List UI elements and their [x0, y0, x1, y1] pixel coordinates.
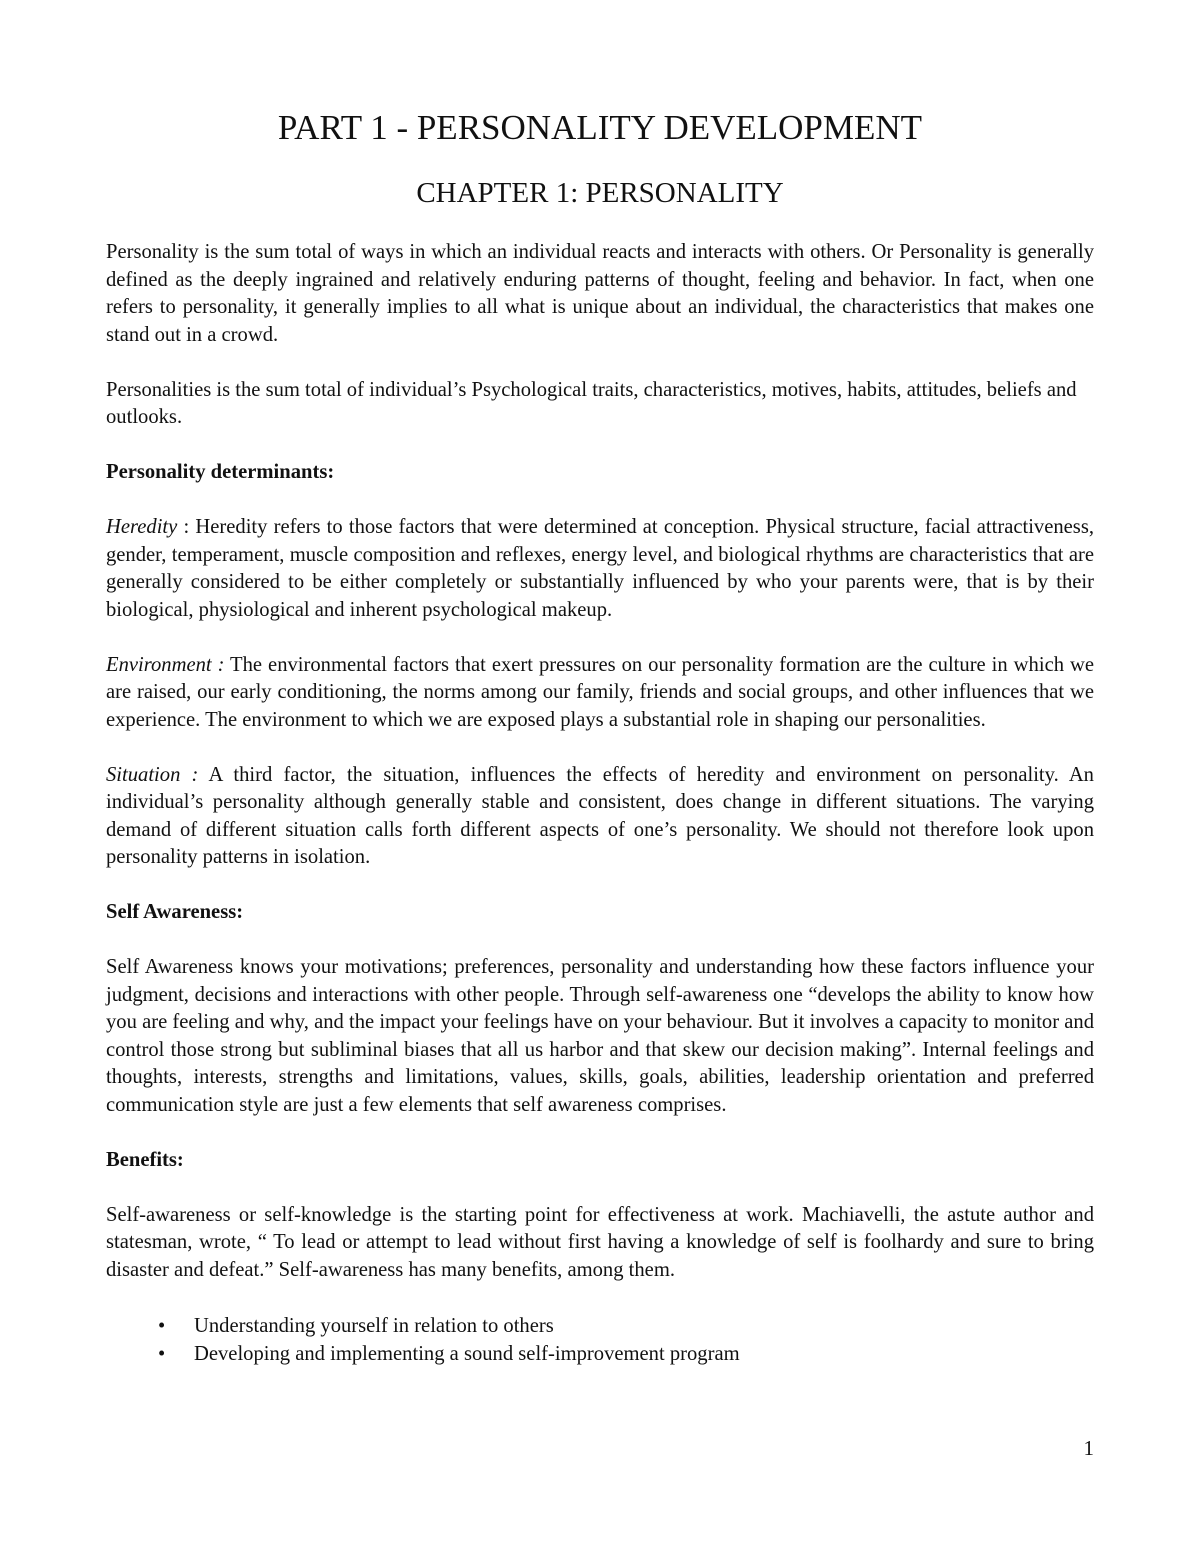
list-item	[106, 1340, 1094, 1369]
environment-paragraph	[106, 652, 1094, 735]
determinants-heading: Personality determinants:	[106, 461, 335, 483]
document-body	[106, 239, 1094, 1369]
bullet-icon: •	[158, 1343, 166, 1365]
chapter-title: CHAPTER 1: PERSONALITY	[416, 177, 784, 209]
heredity-text: : Heredity refers to those factors that were determined at conception. Physical structure, facial attractiveness, gender, temperament, muscle composition and reflexes, energy level, and biological rhythms are characteristics that are generally considered to be either completely or substantially influenced by who your parents were, that is by their biological, physiological and inherent psychological makeup.	[106, 516, 1094, 621]
part-title: PART 1 - PERSONALITY DEVELOPMENT	[277, 108, 923, 147]
environment-term: Environment :	[106, 653, 225, 676]
heredity-term: Heredity	[106, 516, 178, 538]
situation-term: Situation :	[106, 763, 199, 786]
list-item	[106, 1312, 1094, 1341]
bullet-icon: •	[158, 1314, 166, 1337]
intro-paragraph-1: Personality is the sum total of ways in which an individual reacts and interacts with others. Or Personality is generally defined as the deeply ingrained and relatively enduring patterns of thought, feeling and behavior. In fact, when one refers to personality, it generally implies to all what is unique about an individual, the characteristics that makes one stand out in a crowd.	[106, 241, 1094, 346]
benefits-heading: Benefits:	[106, 1148, 184, 1171]
intro-paragraph-2: Personalities is the sum total of individual’s Psychological traits, characteristics, motives, habits, attitudes, beliefs and outlooks.	[106, 378, 1077, 428]
self-awareness-heading: Self Awareness:	[106, 901, 244, 923]
benefits-paragraph: Self-awareness or self-knowledge is the starting point for effectiveness at work. Machiavelli, the astute author and statesman, wrote, “ To lead or attempt to lead without first having a knowledge of self is foolhardy and sure to bring disaster and defeat.” Self-awareness has many benefits, among them.	[106, 1203, 1094, 1281]
situation-paragraph	[106, 762, 1094, 872]
list-item-text: Understanding yourself in relation to others	[194, 1314, 554, 1337]
list-item-text: Developing and implementing a sound self-improvement program	[194, 1343, 740, 1365]
page-number: 1	[1083, 1436, 1094, 1460]
situation-text: A third factor, the situation, influences the effects of heredity and environment on personality. An individual’s personality although generally stable and consistent, does change in different situations. The varying demand of different situation calls forth different aspects of one’s personality. We should not therefore look upon personality patterns in isolation.	[106, 763, 1094, 868]
heredity-paragraph	[106, 514, 1094, 624]
self-awareness-paragraph: Self Awareness knows your motivations; preferences, personality and understanding how these factors influence your judgment, decisions and interactions with other people. Through self-awareness one “develops the ability to know how you are feeling and why, and the impact your feelings have on your behaviour. But it involves a capacity to monitor and control those strong but subliminal biases that all us harbor and that skew our decision making”. Internal feelings and thoughts, interests, strengths and limitations, values, skills, goals, abilities, leadership orientation and preferred communication style are just a few elements that self awareness comprises.	[106, 956, 1094, 1116]
benefits-list	[106, 1312, 1094, 1369]
environment-text: The environmental factors that exert pressures on our personality formation are the culture in which we are raised, our early conditioning, the norms among our family, friends and social groups, and other influences that we experience. The environment to which we are exposed plays a substantial role in shaping our personalities.	[106, 653, 1094, 731]
